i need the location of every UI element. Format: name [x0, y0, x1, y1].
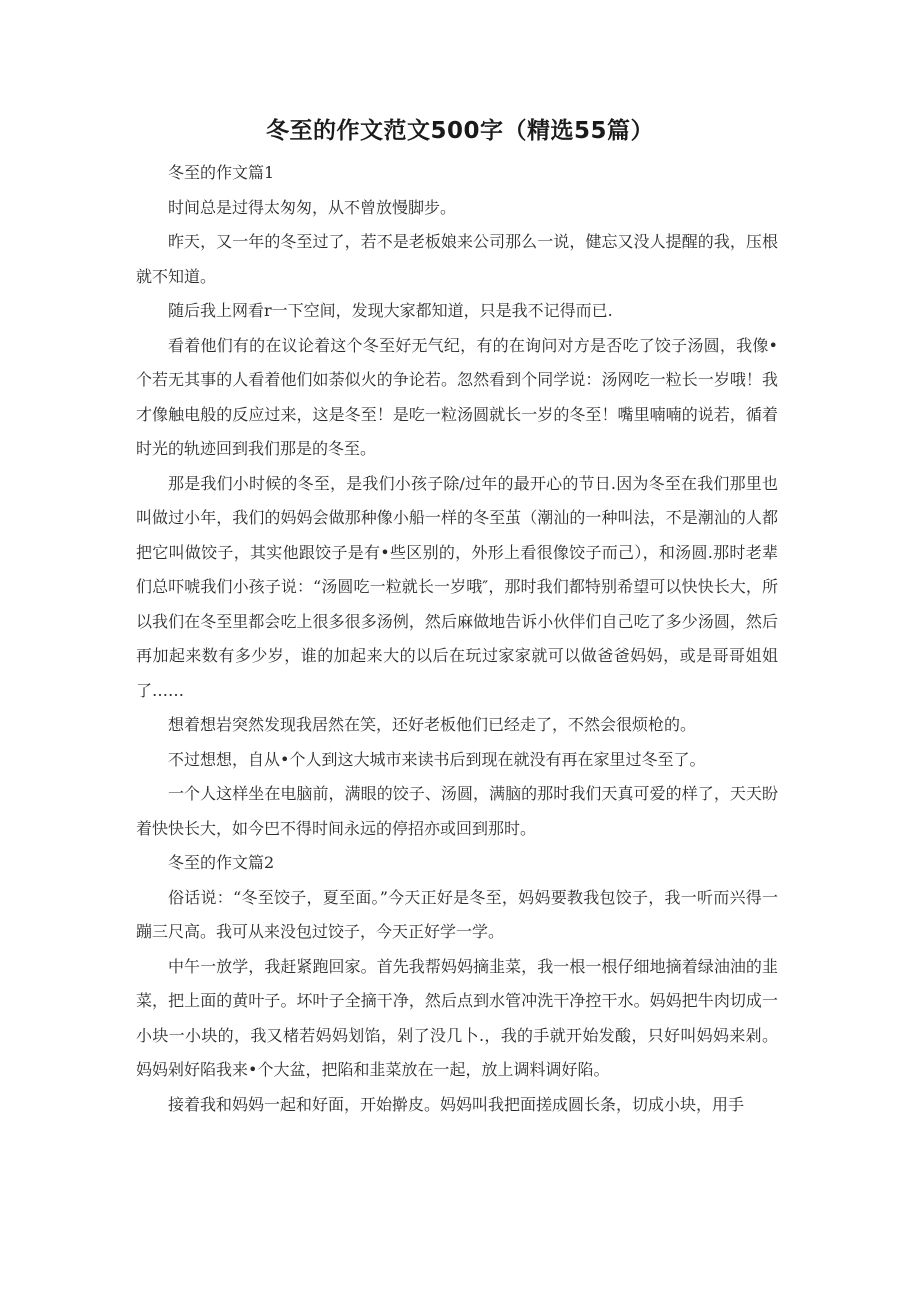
paragraph: 那是我们小时候的冬至，是我们小孩子除/过年的最开心的节日.因为冬至在我们那里也叫做过小年，我们的妈妈会做那种像小船一样的冬至茧（潮汕的一种叫法，不是潮汕的人都把它叫做饺子，其实他跟饺子是有•些区别的，外形上看很像饺子而己），和汤圆.那时老辈们总吓唬我们小孩子说：“汤圆吃一粒就长一岁哦″，那时我们都特别希望可以快快长大，所以我们在冬至里都会吃上很多很多汤例，然后麻做地告诉小伙伴们自己吃了多少汤圆，然后再加起来数有多少岁，谁的加起来大的以后在玩过家家就可以做爸爸妈妈，或是哥哥姐姐了……	[136, 473, 778, 700]
paragraph: 俗话说：“冬至饺子，夏至面。”今天正好是冬至，妈妈要教我包饺子，我一听而兴得一蹦三尺高。我可从来没包过饺子，今天正好学一学。	[136, 887, 778, 941]
section-heading: 冬至的作文篇1	[168, 163, 275, 182]
paragraph: 不过想想，自从•个人到这大城市来读书后到现在就没有再在家里过冬至了。	[168, 749, 706, 769]
paragraph: 随后我上网看r一下空间，发现大家都知道，只是我不记得而已.	[168, 301, 613, 320]
paragraph: 昨天，又一年的冬至过了，若不是老板娘来公司那么一说，健忘又没人提醒的我，压根就不知道。	[136, 232, 778, 286]
document-title: 冬至的作文范文500字（精选55篇）	[265, 118, 655, 144]
paragraph: 接着我和妈妈一起和好面，开始擀皮。妈妈叫我把面搓成圆长条，切成小块，用手	[168, 1094, 745, 1114]
section-heading: 冬至的作文篇2	[168, 853, 275, 872]
paragraph: 时间总是过得太匆匆，从不曾放慢脚步。	[168, 197, 457, 217]
paragraph: 中午一放学，我赶紧跑回家。首先我帮妈妈摘韭菜，我一根一根仔细地摘着绿油油的韭菜，把上面的黄叶子。坏叶子全摘干净，然后点到水管冲洗干净控干水。妈妈把牛肉切成一小块一小块的，我又楮若妈妈划馅，剁了没几卜.，我的手就开始发酸，只好叫妈妈来剁。妈妈剁好陷我来•个大盆，把陷和韭菜放在一起，放上调料调好陷。	[136, 956, 778, 1079]
paragraph: 一个人这样坐在电脑前，满眼的饺子、汤圆，满脑的那时我们天真可爱的样了，天天盼着快快长大，如今巴不得时间永远的停招亦或回到那时。	[136, 784, 778, 838]
paragraph: 看着他们有的在议论着这个冬至好无气纪，有的在询问对方是否吃了饺子汤圆，我像•个若无其事的人看着他们如荼似火的争论若。忽然看到个同学说：汤网吃一粒长一岁哦！我才像触电般的反应过来，这是冬至！是吃一粒汤圆就长一岁的冬至！嘴里喃喃的说若，循着时光的轨迹回到我们那是的冬至。	[136, 335, 778, 458]
document-body	[136, 156, 778, 1122]
paragraph: 想着想岩突然发现我居然在笑，还好老板他们已经走了，不然会很烦枪的。	[168, 715, 697, 734]
